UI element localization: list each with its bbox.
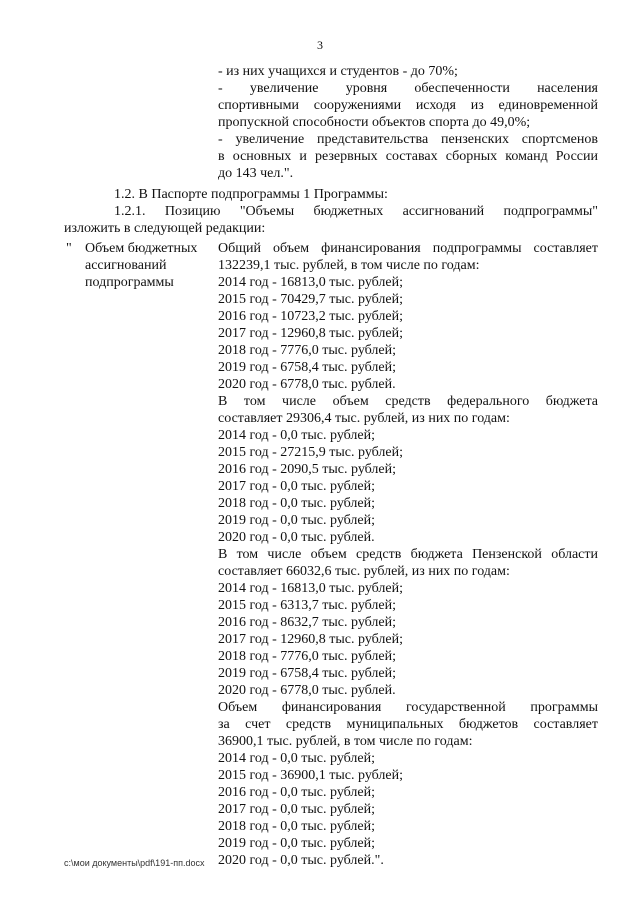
section-heading: 1.2. В Паспорте подпрограммы 1 Программы: bbox=[114, 187, 388, 202]
intro-line: до 143 чел.". bbox=[218, 166, 294, 181]
table-content-line: 2019 год - 0,0 тыс. рублей; bbox=[218, 513, 376, 528]
table-content-line: В том числе объем средств федерального бюджета bbox=[218, 394, 598, 409]
subitem-line: 1.2.1. Позицию "Объемы бюджетных ассигнований подпрограммы" bbox=[114, 204, 598, 219]
table-content-line: В том числе объем средств бюджета Пензенской области bbox=[218, 547, 598, 562]
table-content-line: 2016 год - 0,0 тыс. рублей; bbox=[218, 785, 376, 800]
table-content-line: 2020 год - 0,0 тыс. рублей. bbox=[218, 530, 375, 545]
table-content-line: 2016 год - 2090,5 тыс. рублей; bbox=[218, 462, 397, 477]
intro-line: спортивными сооружениями исходя из единовременной bbox=[218, 98, 598, 113]
subitem-line: изложить в следующей редакции: bbox=[64, 221, 266, 236]
table-content-line: 2018 год - 7776,0 тыс. рублей; bbox=[218, 343, 397, 358]
table-content-line: 2020 год - 6778,0 тыс. рублей. bbox=[218, 377, 396, 392]
table-content-line: Объем финансирования государственной программы bbox=[218, 700, 598, 715]
table-content-line: 2014 год - 16813,0 тыс. рублей; bbox=[218, 581, 404, 596]
table-content-line: 2015 год - 70429,7 тыс. рублей; bbox=[218, 292, 404, 307]
table-content-line: 2020 год - 6778,0 тыс. рублей. bbox=[218, 683, 396, 698]
table-content-line: 2018 год - 0,0 тыс. рублей; bbox=[218, 819, 376, 834]
table-content-line: 2016 год - 8632,7 тыс. рублей; bbox=[218, 615, 397, 630]
table-content-line: 2020 год - 0,0 тыс. рублей.". bbox=[218, 853, 384, 868]
table-content-line: 2014 год - 0,0 тыс. рублей; bbox=[218, 751, 376, 766]
table-content-line: Общий объем финансирования подпрограммы составляет bbox=[218, 241, 598, 256]
table-content-line: 2014 год - 16813,0 тыс. рублей; bbox=[218, 275, 404, 290]
table-content-line: 2016 год - 10723,2 тыс. рублей; bbox=[218, 309, 404, 324]
table-content-line: 2019 год - 6758,4 тыс. рублей; bbox=[218, 360, 397, 375]
table-content-line: 2018 год - 0,0 тыс. рублей; bbox=[218, 496, 376, 511]
intro-line: пропускной способности объектов спорта до 49,0%; bbox=[218, 115, 531, 130]
table-content-line: составляет 29306,4 тыс. рублей, из них по годам: bbox=[218, 411, 510, 426]
table-content-line: 2017 год - 0,0 тыс. рублей; bbox=[218, 479, 376, 494]
table-label-line: подпрограммы bbox=[85, 275, 174, 290]
intro-line: - из них учащихся и студентов - до 70%; bbox=[218, 64, 458, 79]
table-content-line: 2018 год - 7776,0 тыс. рублей; bbox=[218, 649, 397, 664]
table-content-line: 2015 год - 6313,7 тыс. рублей; bbox=[218, 598, 397, 613]
table-content-line: 2015 год - 36900,1 тыс. рублей; bbox=[218, 768, 404, 783]
open-quote: " bbox=[66, 241, 72, 256]
table-content-line: 2017 год - 12960,8 тыс. рублей; bbox=[218, 326, 404, 341]
table-content-line: составляет 66032,6 тыс. рублей, из них по годам: bbox=[218, 564, 510, 579]
table-content-line: 2019 год - 6758,4 тыс. рублей; bbox=[218, 666, 397, 681]
table-content-line: 2019 год - 0,0 тыс. рублей; bbox=[218, 836, 376, 851]
table-content-line: 2015 год - 27215,9 тыс. рублей; bbox=[218, 445, 404, 460]
table-content-line: за счет средств муниципальных бюджетов составляет bbox=[218, 717, 598, 732]
intro-line: в основных и резервных составах сборных команд России bbox=[218, 149, 598, 164]
intro-line: - увеличение уровня обеспеченности населения bbox=[218, 81, 598, 96]
table-content-line: 2017 год - 0,0 тыс. рублей; bbox=[218, 802, 376, 817]
table-label-line: ассигнований bbox=[85, 258, 167, 273]
table-label-line: Объем бюджетных bbox=[85, 241, 198, 256]
intro-line: - увеличение представительства пензенских спортсменов bbox=[218, 132, 598, 147]
table-content-line: 2017 год - 12960,8 тыс. рублей; bbox=[218, 632, 404, 647]
footer-file-path: c:\мои документы\pdf\191-пп.docx bbox=[64, 858, 205, 868]
table-content-line: 2014 год - 0,0 тыс. рублей; bbox=[218, 428, 376, 443]
page-number: 3 bbox=[317, 38, 323, 52]
table-content-line: 36900,1 тыс. рублей, в том числе по годам: bbox=[218, 734, 473, 749]
table-content-line: 132239,1 тыс. рублей, в том числе по годам: bbox=[218, 258, 480, 273]
